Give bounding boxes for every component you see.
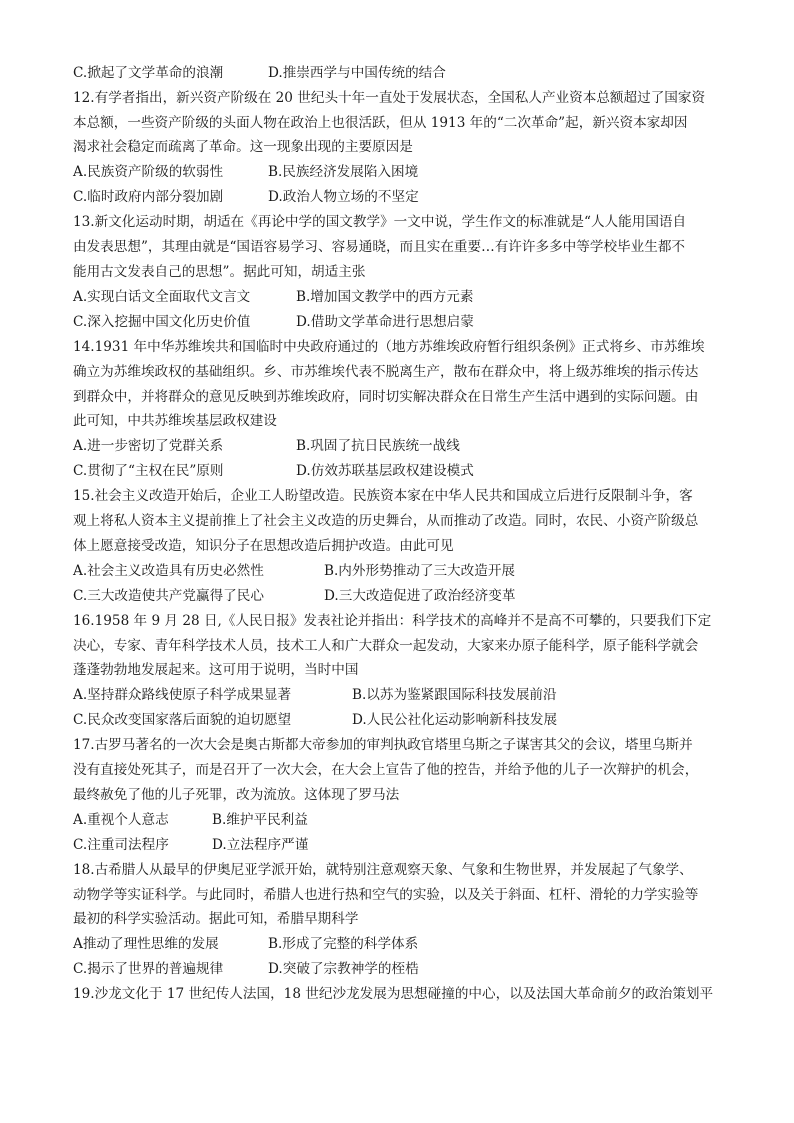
q17-stem-line-1: 17.古罗马著名的一次大会是奥古斯都大帝参加的审判执政官塔里乌斯之子谋害其父的会议，塔里乌斯并 <box>73 737 693 753</box>
q18-option-d: D.突破了宗教神学的桎梏 <box>268 961 419 977</box>
q12-stem-line-1: 12.有学者指出，新兴资产阶级在 20 世纪头十年一直处于发展状态，全国私人产业资本总额超过了国家资 <box>73 90 706 106</box>
q14-option-b: B.巩固了抗日民族统一战线 <box>296 438 460 454</box>
q16-stem-line-1: 16.1958 年 9 月 28 日,《人民日报》发表社论并指出：科学技术的高峰并不是高不可攀的，只要我们下定 <box>73 613 712 629</box>
q19-stem-line-1: 19.沙龙文化于 17 世纪传人法国，18 世纪沙龙发展为思想碰撞的中心，以及法国大革命前夕的政治策划平 <box>73 986 714 1002</box>
q13-option-b: B.增加国文教学中的西方元素 <box>296 289 474 305</box>
q18-stem-line-2: 动物学等实证科学。与此同时，希腊人也进行热和空气的实验，以及关于斜面、杠杆、滑轮的力学实验等 <box>73 887 699 903</box>
q15-option-d: D.三大改造促进了政治经济变革 <box>324 588 516 604</box>
q11-option-c: C.掀起了文学革命的浪潮 <box>73 65 224 81</box>
q16-option-a: A.坚持群众路线使原子科学成果显著 <box>73 687 292 703</box>
q16-option-c: C.民众改变国家落后面貌的迫切愿望 <box>73 712 292 728</box>
q13-stem-line-2: 由发表思想”，其理由就是“国语容易学习、容易通晓，而且实在重要…有许许多多中等学校毕业生都不 <box>73 239 686 255</box>
q13-option-a: A.实现白话文全面取代文言文 <box>73 289 251 305</box>
q16-stem-line-3: 蓬蓬勃勃地发展起来。这可用于说明，当时中国 <box>73 662 359 678</box>
q12-option-c: C.临时政府内部分裂加剧 <box>73 189 224 205</box>
q16-stem-line-2: 决心，专家、青年科学技术人员，技术工人和广大群众一起发动，大家来办原子能科学，原子能科学就会 <box>73 638 699 654</box>
q14-stem-line-3: 到群众中，并将群众的意见反映到苏维埃政府，同时切实解决群众在日常生产生活中遇到的实际问题。由 <box>73 389 699 405</box>
q12-stem-line-2: 本总额，一些资产阶级的头面人物在政治上也很活跃，但从 1913 年的“二次革命”起，新兴资本家却因 <box>73 115 688 131</box>
q15-stem-line-1: 15.社会主义改造开始后，企业工人盼望改造。民族资本家在中华人民共和国成立后进行反限制斗争，客 <box>73 488 693 504</box>
q14-stem-line-1: 14.1931 年中华苏维埃共和国临时中央政府通过的（地方苏维埃政府暂行组织条例》正式将乡、市苏维埃 <box>73 339 705 355</box>
q17-stem-line-3: 最终赦免了他的儿子死罪，改为流放。这体现了罗马法 <box>73 787 400 803</box>
q12-stem-line-3: 渴求社会稳定而疏离了革命。这一现象出现的主要原因是 <box>73 139 413 155</box>
q15-stem-line-3: 体上愿意接受改造，知识分子在思想改造后拥护改造。由此可见 <box>73 538 454 554</box>
q12-option-d: D.政治人物立场的不坚定 <box>268 189 419 205</box>
q16-option-d: D.人民公社化运动影响新科技发展 <box>352 712 558 728</box>
q15-option-a: A.社会主义改造具有历史必然性 <box>73 563 264 579</box>
q14-stem-line-2: 确立为苏维埃政权的基础组织。乡、市苏维埃代表不脱离生产，散布在群众中，将上级苏维埃的指示传达 <box>73 364 699 380</box>
q18-option-c: C.揭示了世界的普遍规律 <box>73 961 224 977</box>
q14-option-a: A.进一步密切了党群关系 <box>73 438 224 454</box>
q12-option-a: A.民族资产阶级的软弱性 <box>73 164 224 180</box>
q17-option-c: C.注重司法程序 <box>73 837 169 853</box>
q18-option-a: A推动了理性思维的发展 <box>73 936 219 952</box>
q17-stem-line-2: 没有直接处死其子，而是召开了一次大会，在大会上宣告了他的控告，并给予他的儿子一次辩护的机会， <box>73 762 699 778</box>
q17-option-d: D.立法程序严谨 <box>212 837 309 853</box>
q13-option-d: D.借助文学革命进行思想启蒙 <box>296 314 474 330</box>
q17-option-b: B.维护平民利益 <box>212 812 308 828</box>
q15-option-b: B.内外形势推动了三大改造开展 <box>324 563 516 579</box>
q15-stem-line-2: 观上将私人资本主义提前推上了社会主义改造的历史舞台，从而推动了改造。同时，农民、小资产阶级总 <box>73 513 699 529</box>
q13-stem-line-1: 13.新文化运动时期，胡适在《再论中学的国文教学》一文中说，学生作文的标准就是“人人能用国语自 <box>73 214 687 230</box>
q13-stem-line-3: 能用古文发表自己的思想”。据此可知，胡适主张 <box>73 264 366 280</box>
q11-option-d: D.推崇西学与中国传统的结合 <box>268 65 446 81</box>
q14-option-d: D.仿效苏联基层政权建设模式 <box>296 463 474 479</box>
q18-stem-line-3: 最初的科学实验活动。据此可知，希腊早期科学 <box>73 911 359 927</box>
q18-option-b: B.形成了完整的科学体系 <box>268 936 419 952</box>
q18-stem-line-1: 18.古希腊人从最早的伊奥尼亚学派开始，就特别注意观察天象、气象和生物世界，并发展起了气象学、 <box>73 862 693 878</box>
q16-option-b: B.以苏为鉴紧跟国际科技发展前沿 <box>352 687 557 703</box>
q17-option-a: A.重视个人意志 <box>73 812 169 828</box>
q12-option-b: B.民族经济发展陷入困境 <box>268 164 419 180</box>
q13-option-c: C.深入挖掘中国文化历史价值 <box>73 314 251 330</box>
q14-option-c: C.贯彻了“主权在民”原则 <box>73 463 224 479</box>
q15-option-c: C.三大改造使共产党赢得了民心 <box>73 588 264 604</box>
q14-stem-line-4: 此可知，中共苏维埃基层政权建设 <box>73 413 277 429</box>
